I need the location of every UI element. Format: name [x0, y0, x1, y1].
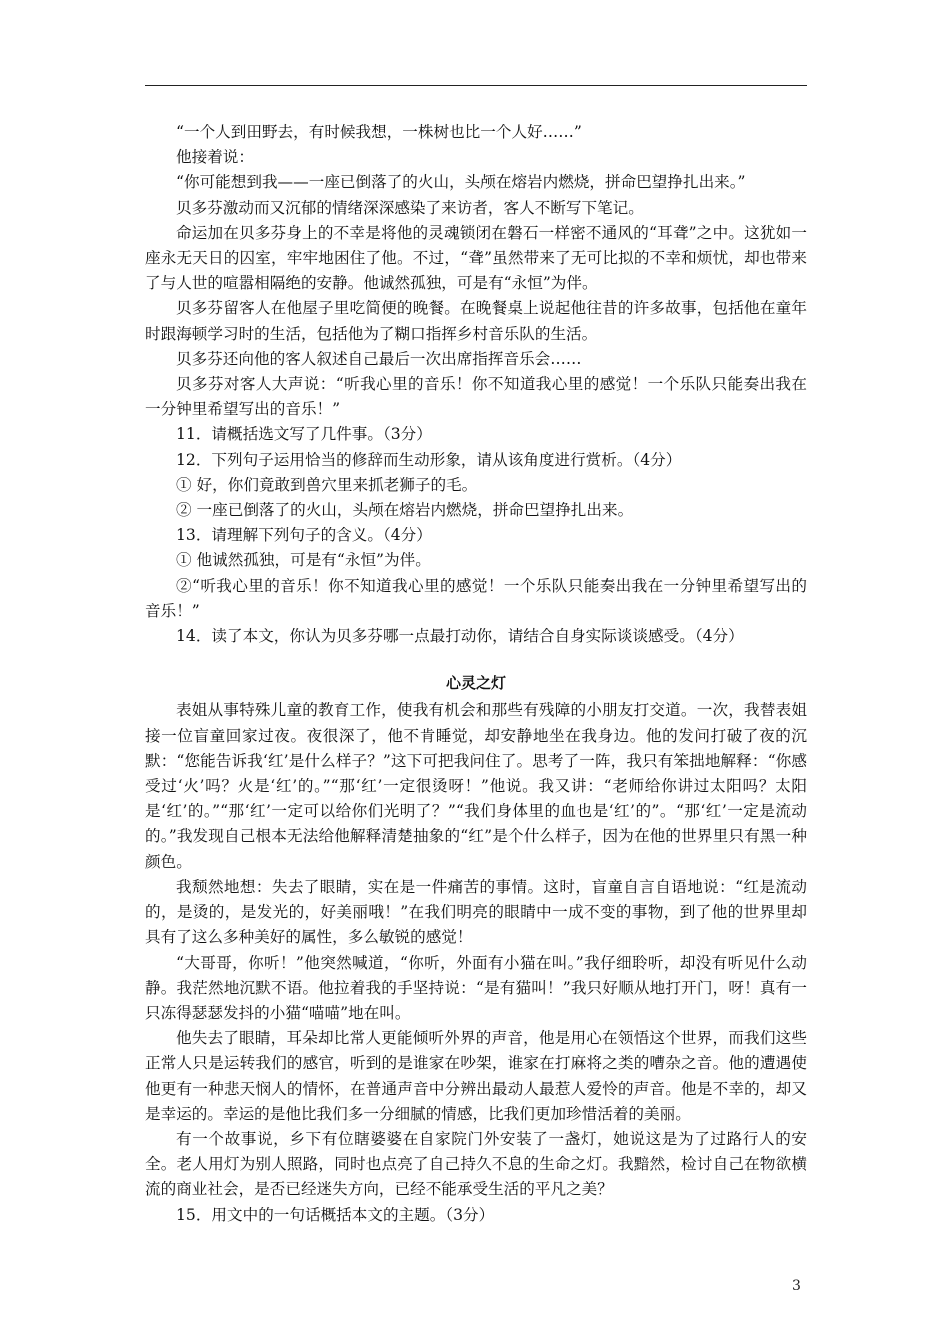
question-12-item-1: ① 好，你们竟敢到兽穴里来抓老狮子的毛。	[176, 475, 478, 494]
paragraph: “你可能想到我——一座已倒落了的火山，头颅在熔岩内燃烧，拼命巴望挣扎出来。”	[176, 173, 746, 192]
header-rule	[145, 85, 807, 86]
paragraph: 他接着说：	[176, 148, 254, 167]
paragraph: 表姐从事特殊儿童的教育工作，使我有机会和那些有残障的小朋友打交道。一次，我替表姐接一位盲童回家过夜。夜很深了，他不肯睡觉，却安静地坐在我身边。他的发问打破了夜的沉默：“您能告诉我‘红’是什么样子？”这下可把我问住了。思考了一阵，我只有笨拙地解释：“你感受过‘火’吗？火是‘红’的。”“那‘红’一定很烫呀！”他说。我又讲：“老师给你讲过太阳吗？太阳是‘红’的。”“那‘红’一定可以给你们光明了？”“我们身体里的血也是‘红’的”。“那‘红’一定是流动的。”我发现自己根本无法给他解释清楚抽象的“红”是个什么样子，因为在他的世界里只有黑一种颜色。	[145, 701, 807, 871]
paragraph: “大哥哥，你听！”他突然喊道，“你听，外面有小猫在叫。”我仔细聆听，却没有听见什么动静。我茫然地沉默不语。他拉着我的手坚持说：“是有猫叫！”我只好顺从地打开门，呀！真有一只冻得瑟瑟发抖的小猫“喵喵”地在叫。	[145, 953, 807, 1022]
question-14: 14．读了本文，你认为贝多芬哪一点最打动你，请结合自身实际谈谈感受。（4分）	[176, 627, 744, 646]
paragraph: 贝多芬对客人大声说：“听我心里的音乐！你不知道我心里的感觉！一个乐队只能奏出我在一分钟里希望写出的音乐！”	[145, 375, 807, 419]
question-11: 11．请概括选文写了几件事。（3分）	[176, 425, 432, 444]
question-13-item-1: ① 他诚然孤独，可是有“永恒”为伴。	[176, 551, 431, 570]
question-15: 15．用文中的一句话概括本文的主题。（3分）	[176, 1205, 495, 1224]
question-13: 13．请理解下列句子的含义。（4分）	[176, 526, 432, 545]
paragraph: 我颓然地想：失去了眼睛，实在是一件痛苦的事情。这时，盲童自言自语地说：“红是流动的，是烫的，是发光的，好美丽哦！”在我们明亮的眼睛中一成不变的事物，到了他的世界里却具有了这么多种美好的属性，多么敏锐的感觉！	[145, 877, 807, 947]
page-content	[145, 120, 807, 1228]
paragraph: “一个人到田野去，有时候我想，一株树也比一个人好……”	[176, 123, 582, 141]
page-number: 3	[792, 1278, 801, 1294]
paragraph: 贝多芬留客人在他屋子里吃简便的晚餐。在晚餐桌上说起他往昔的许多故事，包括他在童年时跟海顿学习时的生活，包括他为了糊口指挥乡村音乐队的生活。	[145, 299, 807, 343]
paragraph: 他失去了眼睛，耳朵却比常人更能倾听外界的声音，他是用心在领悟这个世界，而我们这些正常人只是运转我们的感官，听到的是谁家在吵架，谁家在打麻将之类的嘈杂之音。他的遭遇使他更有一种悲天悯人的情怀，在普通声音中分辨出最动人最惹人爱怜的声音。他是不幸的，却又是幸运的。幸运的是他比我们多一分细腻的情感，比我们更加珍惜活着的美丽。	[145, 1029, 807, 1123]
paragraph: 命运加在贝多芬身上的不幸是将他的灵魂锁闭在磐石一样密不通风的“耳聋”之中。这犹如一座永无天日的囚室，牢牢地困住了他。不过，“聋”虽然带来了无可比拟的不幸和烦忧，却也带来了与人世的喧嚣相隔绝的安静。他诚然孤独，可是有“永恒”为伴。	[145, 223, 807, 293]
question-12: 12．下列句子运用恰当的修辞而生动形象，请从该角度进行赏析。（4分）	[176, 450, 682, 469]
paragraph: 有一个故事说，乡下有位瞎婆婆在自家院门外安装了一盏灯，她说这是为了过路行人的安全。老人用灯为别人照路，同时也点亮了自己持久不息的生命之灯。我黯然，检讨自己在物欲横流的商业社会，是否已经迷失方向，已经不能承受生活的平凡之美？	[145, 1129, 807, 1199]
question-13-item-2: ②“听我心里的音乐！你不知道我心里的感觉！一个乐队只能奏出我在一分钟里希望写出的音乐！”	[145, 576, 807, 620]
paragraph: 贝多芬激动而又沉郁的情绪深深感染了来访者，客人不断写下笔记。	[176, 198, 644, 217]
paragraph: 贝多芬还向他的客人叙述自己最后一次出席指挥音乐会……	[176, 349, 582, 368]
question-12-item-2: ② 一座已倒落了的火山，头颅在熔岩内燃烧，拼命巴望挣扎出来。	[176, 501, 634, 520]
section-title: 心灵之灯	[445, 674, 506, 693]
